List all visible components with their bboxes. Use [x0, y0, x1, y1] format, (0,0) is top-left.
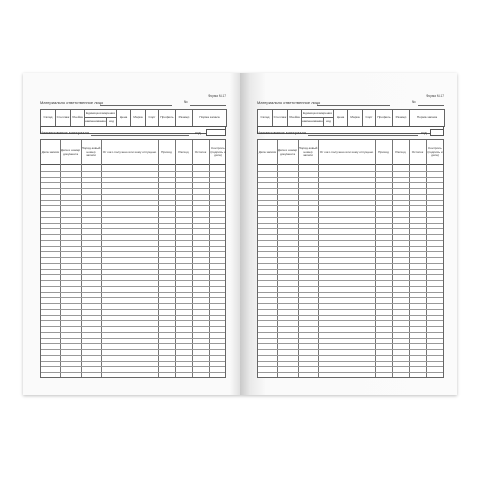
ledger-row-line: [41, 292, 225, 293]
right-page: [240, 73, 457, 395]
ledger-row-line: [41, 240, 225, 241]
ledger-row-line: [41, 269, 225, 270]
ledger-row-line: [41, 234, 225, 235]
ledger-row-line: [41, 194, 225, 195]
hdr-document: Дата и номер документа: [60, 148, 81, 156]
ledger-row-line: [41, 366, 225, 367]
ledger-row-line: [258, 200, 443, 201]
ledger-row-line: [258, 303, 443, 304]
responsible-person-label: Материально ответственное лицо: [257, 100, 321, 105]
ledger-header-row: [41, 140, 226, 165]
ledger-row-line: [258, 326, 443, 327]
ledger-row-line: [41, 182, 225, 183]
hdr-income: Приход: [161, 149, 172, 154]
col-size: Размер: [176, 110, 193, 127]
ledger-table: [40, 139, 226, 378]
hdr-balance: Остаток: [411, 149, 424, 154]
ledger-header-row: [258, 140, 444, 165]
ledger-row-line: [258, 320, 443, 321]
ledger-row-line: [41, 223, 225, 224]
col-size: Размер: [393, 110, 410, 127]
ledger-row-line: [258, 263, 443, 264]
ledger-row-line: [41, 171, 225, 172]
code-box: [430, 129, 444, 136]
code-label: код: [195, 131, 201, 135]
hdr-sequence: Поряд-ковый номер записи: [81, 146, 101, 158]
ledger-row-line: [258, 292, 443, 293]
col-profile: Профиль: [159, 110, 176, 127]
ledger-row-line: [41, 343, 225, 344]
ledger-row-line: [258, 217, 443, 218]
col-mark: Марка: [131, 110, 146, 127]
ledger-row-line: [258, 315, 443, 316]
ledger-row-line: [41, 297, 225, 298]
material-name-line: [91, 135, 189, 136]
hdr-income: Приход: [378, 149, 389, 154]
ledger-row-line: [41, 309, 225, 310]
left-page: [23, 73, 240, 395]
col-mark: Марка: [348, 110, 363, 127]
col-unit-name: наименование: [85, 118, 107, 127]
ledger-row-line: [41, 217, 225, 218]
ledger-row-line: [258, 234, 443, 235]
hdr-date: Дата записи: [41, 149, 60, 154]
ledger-row-line: [258, 177, 443, 178]
ledger-row-line: [258, 171, 443, 172]
material-name-line: [308, 135, 418, 136]
col-warehouse: Склад: [258, 110, 273, 127]
material-attributes-table: [257, 109, 445, 127]
col-unit-name: наименование: [302, 118, 324, 127]
ledger-row-line: [41, 349, 225, 350]
hdr-document: Дата и номер документа: [277, 148, 298, 156]
col-norm: Норма запаса: [410, 110, 445, 127]
ledger-row-line: [41, 205, 225, 206]
open-ledger-book: [23, 73, 457, 395]
col-unit-group: Единица измерения: [85, 110, 117, 118]
ledger-row-line: [41, 200, 225, 201]
col-price: Цена: [117, 110, 131, 127]
ledger-row-line: [258, 194, 443, 195]
responsible-person-label: Материально ответственное лицо: [40, 100, 104, 105]
ledger-row-line: [41, 361, 225, 362]
form-code-label: Форма М-17: [426, 94, 445, 98]
ledger-row-line: [41, 177, 225, 178]
material-name-label: Наименование материала: [257, 130, 306, 135]
col-rack: Стеллаж: [273, 110, 288, 127]
ledger-row-line: [258, 343, 443, 344]
col-unit-group: Единица измерения: [302, 110, 334, 118]
hdr-balance: Остаток: [194, 149, 207, 154]
ledger-row-line: [258, 251, 443, 252]
code-label: код: [421, 131, 427, 135]
ledger-row-line: [258, 274, 443, 275]
ledger-row-line: [41, 320, 225, 321]
number-label: №: [184, 100, 188, 104]
number-line: [418, 105, 444, 106]
col-norm: Норма запаса: [193, 110, 227, 127]
ledger-row-line: [258, 257, 443, 258]
ledger-row-line: [41, 372, 225, 373]
ledger-row-line: [258, 240, 443, 241]
responsible-person-line: [317, 105, 390, 106]
hdr-from-to: От кого получено или кому отпущено: [319, 149, 374, 154]
number-line: [190, 105, 226, 106]
ledger-row-line: [41, 251, 225, 252]
ledger-row-line: [258, 332, 443, 333]
ledger-row-line: [258, 280, 443, 281]
form-code-label: Форма М-17: [208, 94, 227, 98]
hdr-control: Контроль (подпись и дата): [210, 146, 226, 158]
hdr-sequence: Поряд-ковый номер записи: [298, 146, 318, 158]
ledger-row-line: [258, 188, 443, 189]
ledger-row-line: [258, 349, 443, 350]
hdr-expense: Расход: [178, 149, 189, 154]
ledger-row-line: [258, 246, 443, 247]
ledger-row-line: [41, 355, 225, 356]
ledger-row-line: [41, 315, 225, 316]
ledger-row-line: [258, 361, 443, 362]
ledger-row-line: [41, 332, 225, 333]
col-unit-code: код: [107, 118, 117, 127]
ledger-row-line: [258, 228, 443, 229]
ledger-row-line: [258, 205, 443, 206]
ledger-row-line: [258, 372, 443, 373]
ledger-row-line: [258, 286, 443, 287]
ledger-row-line: [41, 303, 225, 304]
col-rack: Стеллаж: [56, 110, 71, 127]
material-name-label: Наименование материала: [40, 130, 89, 135]
col-grade: Сорт: [146, 110, 159, 127]
col-cell: Ячейка: [288, 110, 302, 127]
ledger-row-line: [41, 188, 225, 189]
ledger-row-line: [258, 338, 443, 339]
hdr-date: Дата записи: [258, 149, 277, 154]
ledger-row-line: [41, 274, 225, 275]
ledger-row-line: [258, 355, 443, 356]
col-price: Цена: [334, 110, 348, 127]
hdr-control: Контроль (подпись и дата): [427, 146, 443, 158]
responsible-person-line: [100, 105, 172, 106]
ledger-row-line: [258, 182, 443, 183]
ledger-row-line: [41, 257, 225, 258]
hdr-expense: Расход: [395, 149, 406, 154]
ledger-table: [257, 139, 444, 378]
ledger-row-line: [41, 263, 225, 264]
ledger-row-line: [41, 338, 225, 339]
ledger-row-line: [258, 297, 443, 298]
hdr-from-to: От кого получено или кому отпущено: [102, 149, 157, 154]
ledger-row-line: [41, 228, 225, 229]
ledger-row-line: [258, 366, 443, 367]
ledger-row-line: [258, 211, 443, 212]
ledger-row-line: [41, 246, 225, 247]
ledger-row-line: [258, 269, 443, 270]
col-cell: Ячейка: [71, 110, 85, 127]
code-box: [206, 129, 226, 136]
material-attributes-table: [40, 109, 227, 127]
col-profile: Профиль: [376, 110, 393, 127]
col-unit-code: код: [324, 118, 334, 127]
ledger-row-line: [41, 326, 225, 327]
ledger-row-line: [41, 280, 225, 281]
ledger-row-line: [41, 211, 225, 212]
col-warehouse: Склад: [41, 110, 56, 127]
ledger-row-line: [258, 223, 443, 224]
ledger-row-line: [41, 286, 225, 287]
col-grade: Сорт: [363, 110, 376, 127]
ledger-row-line: [258, 309, 443, 310]
number-label: №: [412, 100, 416, 104]
